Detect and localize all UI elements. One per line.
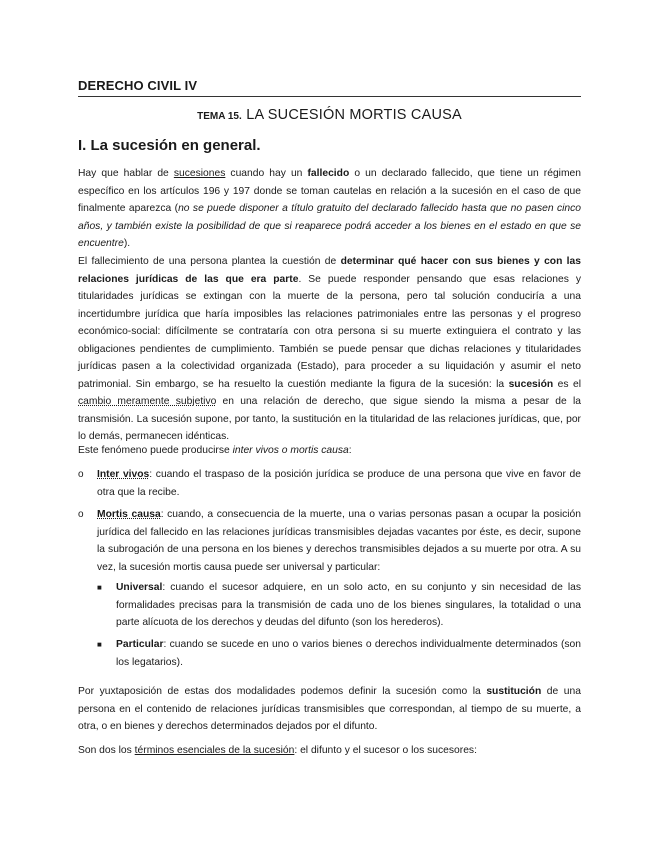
text: de una persona en el contenido de relaciones jurídicas transmisibles que correspondan, al tiempo de su muerte, a otra, o en bienes y derechos determinados dejados por el difunto.: [78, 686, 581, 732]
term-cambio-subjetivo: cambio meramente subjetivo: [78, 396, 217, 407]
text: en una relación de derecho, que sigue siendo la misma a pesar de la transmisión. La sucesión supone, por tanto, la sustitución en la titularidad de las relaciones jurídicas, que, por lo demás, permanecen idénticas.: [78, 396, 581, 442]
term-sucesion: sucesión: [508, 378, 554, 390]
bullet-circle-icon: o: [78, 509, 84, 520]
bullet-square-icon: ■: [97, 640, 102, 649]
italic-note: no se puede disponer a título gratuito del declarado fallecido hasta que no pasen cinco años, y también existe la posibilidad de que si reaparece podrá acceder a los bienes en el estado en que se encuentre: [78, 203, 581, 249]
list-item: [78, 506, 581, 576]
sub-list-item: [97, 579, 581, 632]
sublist-particular: [97, 636, 581, 671]
term-sustitucion: sustitución: [486, 686, 542, 697]
text: Por yuxtaposición de estas dos modalidades podemos definir la sucesión como la: [78, 686, 487, 697]
paragraph-1: [78, 165, 581, 253]
sub-list-item: [97, 636, 581, 671]
text: : cuando, a consecuencia de la muerte, una o varias personas pasan a ocupar la posición jurídica del fallecido en las relaciones jurídicas transmisibles dejadas vacantes por éste, es decir, supone la subrogación de una persona en los bienes y derechos transmisibles dejados a su muerte por otra. A su vez, la sucesión mortis causa puede ser universal y particular:: [97, 509, 581, 573]
text: . Se puede responder pensando que esas relaciones y titularidades jurídicas se extingan con la muerte de la persona, pero tal solución conduciría a una incertidumbre jurídica que haría imposibles las relaciones patrimoniales entre las personas y el progreso económico-social: difícilmente se contrataría con otra persona si su muerte extinguiera el contrato y las obligaciones pendientes de cumplimiento. También se puede pensar que dichas relaciones y titularidades jurídicas pasen a la colectividad organizada (Estado), para proceder a su liquidación y asumir el neto patrimonial. Sin embargo, se ha resuelto la cuestión mediante la figura de la sucesión: la: [78, 273, 581, 390]
text: : cuando se sucede en uno o varios bienes o derechos individualmente determinados (son los legatarios).: [116, 639, 581, 668]
text: El fallecimiento de una persona plantea la cuestión de: [78, 256, 341, 267]
topic-title: LA SUCESIÓN MORTIS CAUSA: [246, 107, 462, 123]
paragraph-4: [78, 683, 581, 736]
bullet-circle-icon: o: [78, 469, 84, 480]
term-inter-vivos: Inter vivos: [97, 469, 150, 480]
list-item: [78, 466, 581, 501]
text: : cuando el sucesor adquiere, en un solo acto, en su conjunto y sin necesidad de las formalidades precisas para la transmisión de cada uno de los bienes singulares, la totalidad o una parte alícuota de los derechos y deudas del difunto (son los herederos).: [116, 582, 581, 628]
text: :: [348, 445, 352, 456]
list-inter-vivos: [78, 466, 581, 501]
bullet-square-icon: ■: [97, 583, 102, 592]
term-mortis-causa: Mortis causa: [97, 509, 161, 520]
text: : cuando el traspaso de la posición jurídica se produce de una persona que vive en favor de otra que la recibe.: [97, 469, 581, 498]
sublist-universal: [97, 579, 581, 632]
text: : el difunto y el sucesor o los sucesores:: [294, 745, 477, 756]
bold-question: determinar qué hacer con sus bienes y con las relaciones jurídicas de las que era parte: [78, 256, 581, 285]
topic-heading: [78, 106, 581, 124]
term-particular: Particular: [116, 639, 164, 650]
paragraph-5: [78, 742, 581, 760]
term-terminos-esenciales: términos esenciales de la sucesión: [134, 745, 295, 756]
topic-number: TEMA 15.: [197, 111, 242, 122]
list-mortis-causa: [78, 506, 581, 576]
term-sucesiones: sucesiones: [173, 168, 226, 179]
paragraph-2: [78, 253, 581, 446]
text: es el: [553, 378, 581, 390]
italic-modes: inter vivos o mortis causa: [232, 445, 349, 456]
text: ).: [123, 238, 131, 249]
term-fallecido: fallecido: [307, 168, 350, 179]
document-header-title: DERECHO CIVIL IV: [78, 78, 581, 97]
text: Este fenómeno puede producirse: [78, 445, 233, 456]
text: cuando hay un: [225, 168, 308, 179]
paragraph-3: [78, 442, 581, 460]
text: Hay que hablar de: [78, 168, 174, 179]
text: Son dos los: [78, 745, 135, 756]
text: o un declarado fallecido, que tiene un régimen específico en los artículos 196 y 197 donde se toman cautelas en relación a la sucesión en el caso de que finalmente aparezca (: [78, 168, 581, 214]
term-universal: Universal: [116, 582, 163, 593]
section-heading: I. La sucesión en general.: [78, 137, 261, 154]
